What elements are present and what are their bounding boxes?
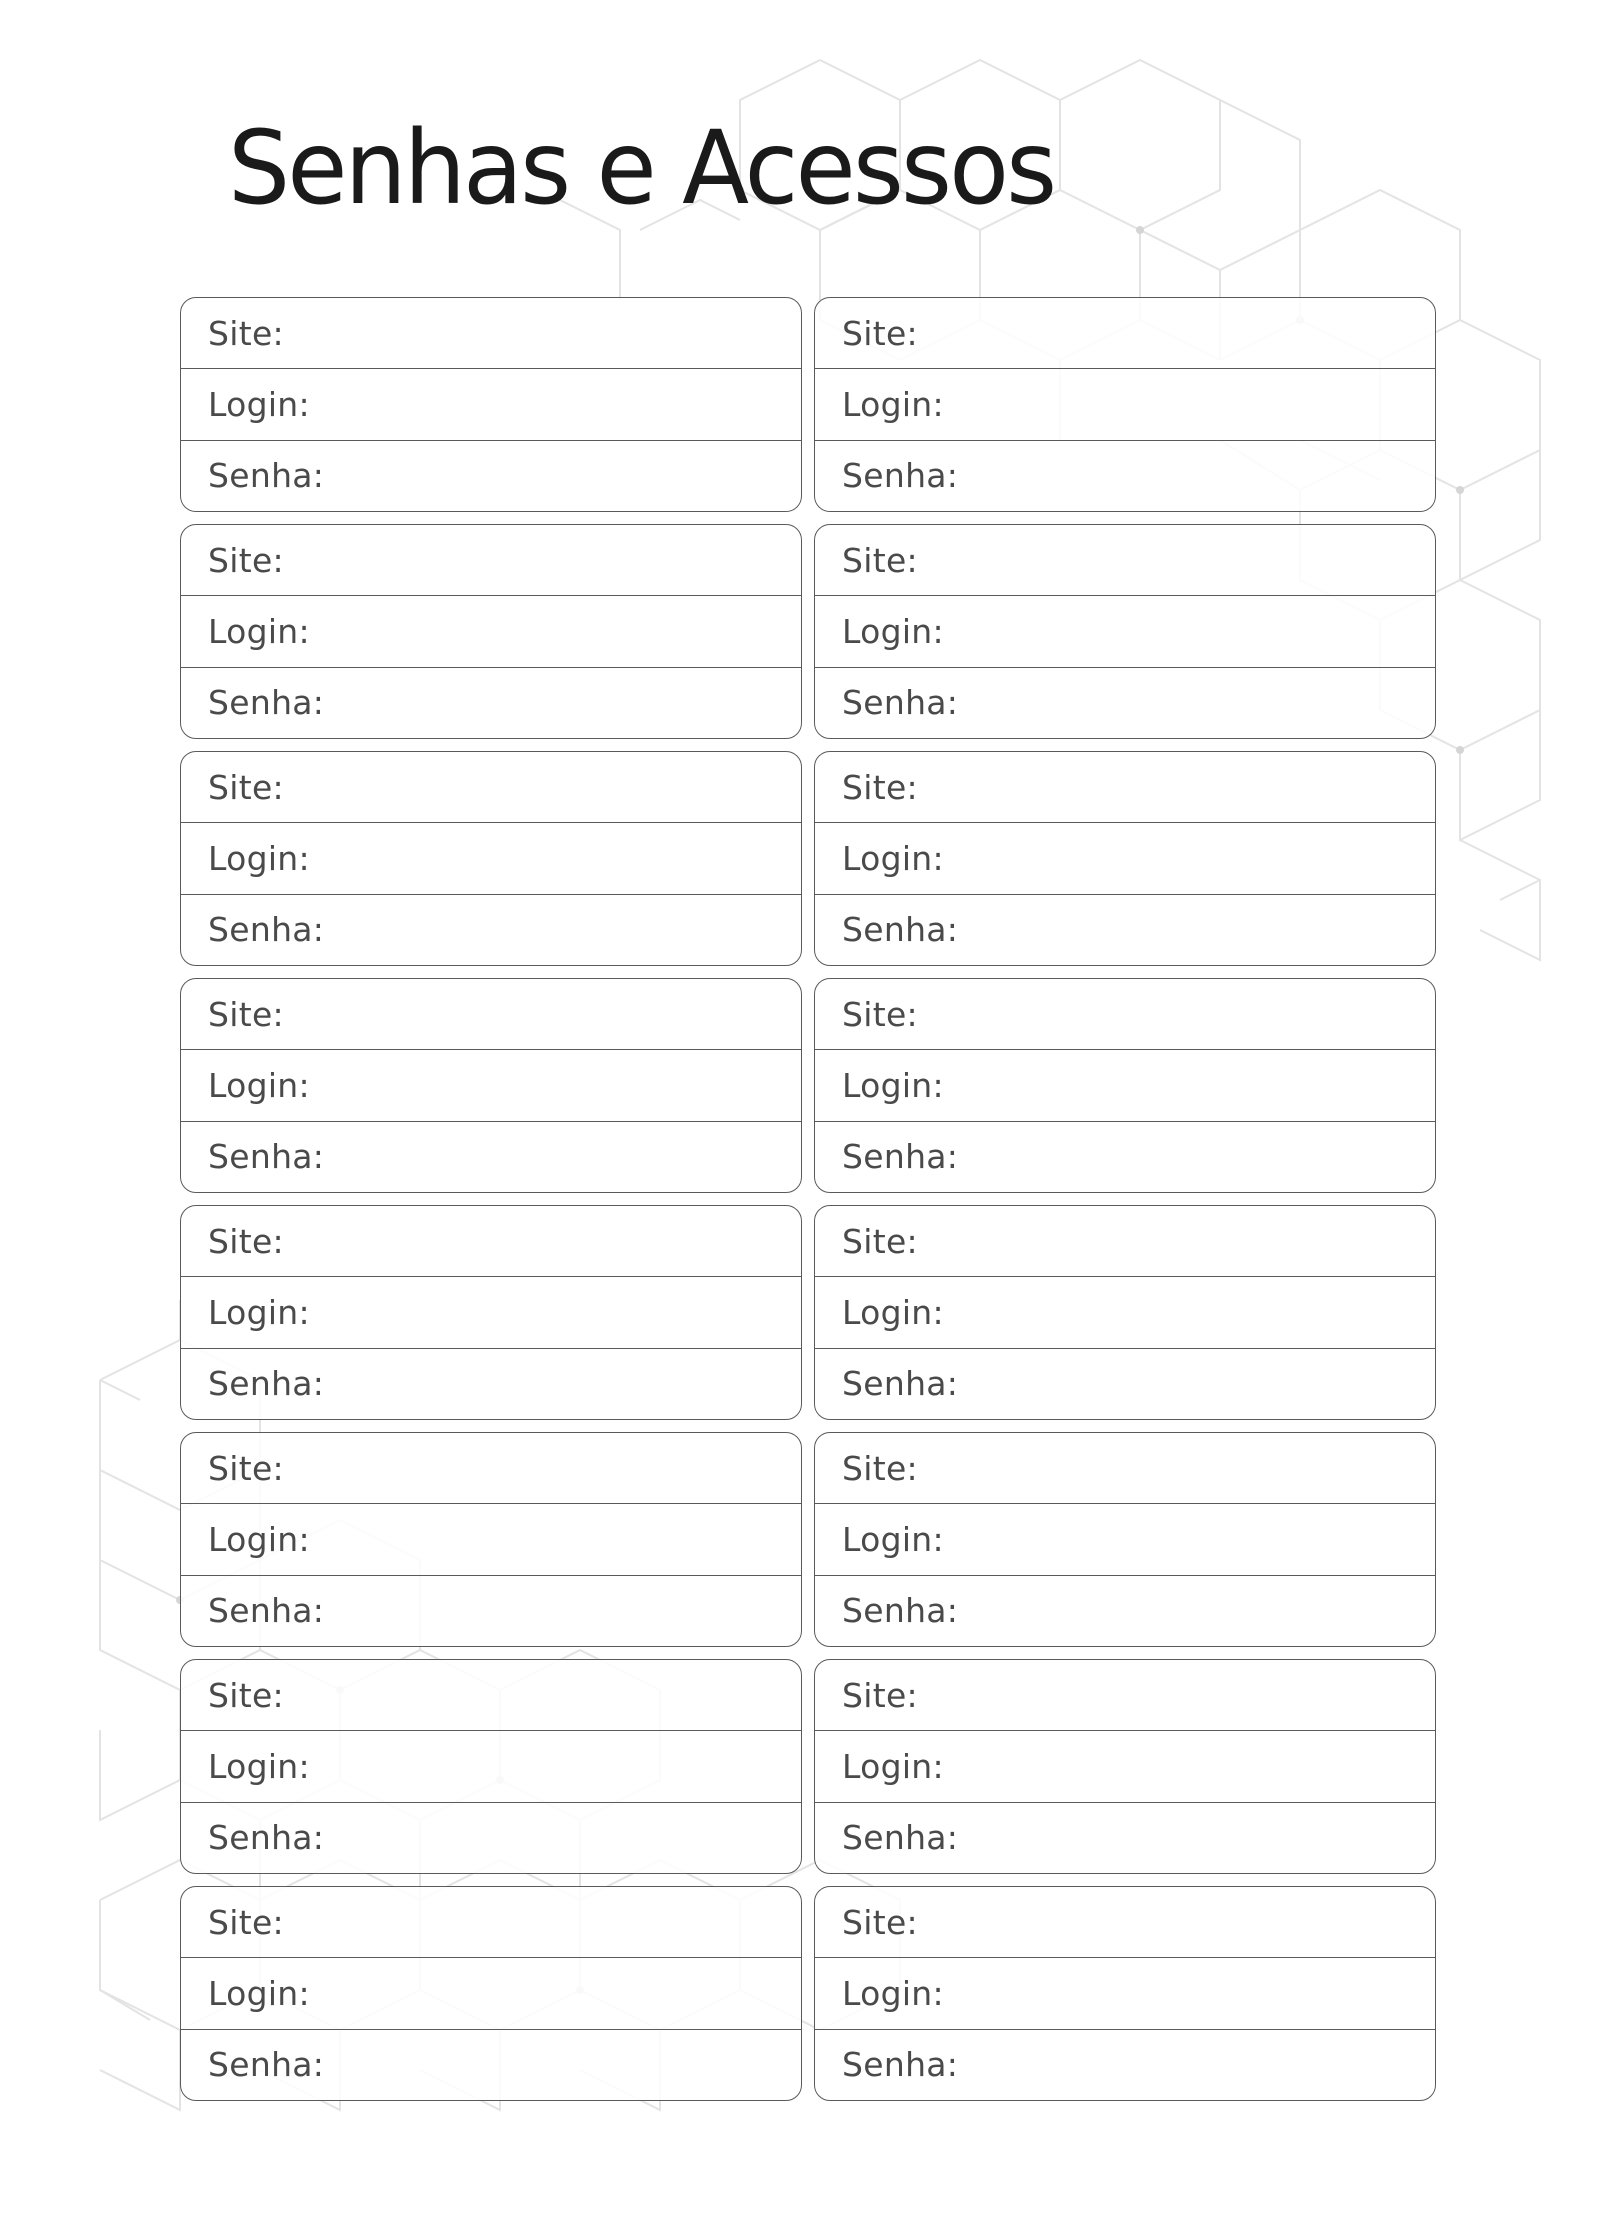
login-label: Login: — [842, 1746, 944, 1786]
site-field[interactable] — [815, 1887, 1435, 1957]
credential-card — [180, 978, 802, 1193]
senha-field[interactable] — [181, 1121, 801, 1192]
login-field[interactable] — [815, 1049, 1435, 1120]
site-label: Site: — [842, 313, 918, 353]
login-label: Login: — [208, 1973, 310, 2013]
login-label: Login: — [208, 1746, 310, 1786]
login-label: Login: — [208, 1065, 310, 1105]
login-label: Login: — [208, 838, 310, 878]
senha-field[interactable] — [815, 667, 1435, 738]
senha-label: Senha: — [208, 1137, 325, 1177]
site-label: Site: — [208, 1902, 284, 1942]
site-field[interactable] — [815, 525, 1435, 595]
senha-label: Senha: — [842, 1137, 959, 1177]
senha-field[interactable] — [815, 2029, 1435, 2100]
site-field[interactable] — [181, 1660, 801, 1730]
senha-field[interactable] — [181, 1802, 801, 1873]
credential-card — [180, 1432, 802, 1647]
senha-field[interactable] — [815, 440, 1435, 511]
page-title: Senhas e Acessos — [228, 109, 1055, 228]
credential-card — [814, 1205, 1436, 1420]
senha-label: Senha: — [208, 683, 325, 723]
senha-label: Senha: — [208, 910, 325, 950]
site-label: Site: — [842, 767, 918, 807]
site-field[interactable] — [181, 1206, 801, 1276]
login-label: Login: — [208, 1519, 310, 1559]
login-label: Login: — [842, 1519, 944, 1559]
senha-field[interactable] — [181, 1348, 801, 1419]
login-field[interactable] — [181, 1957, 801, 2028]
site-label: Site: — [208, 767, 284, 807]
site-label: Site: — [208, 1448, 284, 1488]
site-field[interactable] — [815, 1206, 1435, 1276]
senha-field[interactable] — [181, 2029, 801, 2100]
senha-label: Senha: — [208, 1818, 325, 1858]
login-field[interactable] — [181, 1730, 801, 1801]
senha-field[interactable] — [181, 667, 801, 738]
login-field[interactable] — [181, 1276, 801, 1347]
credential-card — [814, 1432, 1436, 1647]
senha-label: Senha: — [208, 2045, 325, 2085]
login-field[interactable] — [815, 1503, 1435, 1574]
senha-label: Senha: — [208, 1364, 325, 1404]
site-label: Site: — [842, 1675, 918, 1715]
credential-card — [814, 297, 1436, 512]
senha-label: Senha: — [842, 683, 959, 723]
senha-field[interactable] — [815, 1575, 1435, 1646]
senha-label: Senha: — [842, 910, 959, 950]
site-label: Site: — [842, 540, 918, 580]
senha-field[interactable] — [815, 1121, 1435, 1192]
site-field[interactable] — [815, 1433, 1435, 1503]
login-label: Login: — [842, 384, 944, 424]
senha-label: Senha: — [208, 456, 325, 496]
site-field[interactable] — [181, 525, 801, 595]
site-field[interactable] — [815, 752, 1435, 822]
site-label: Site: — [208, 1221, 284, 1261]
login-field[interactable] — [181, 1503, 801, 1574]
login-field[interactable] — [815, 1957, 1435, 2028]
credential-card — [180, 524, 802, 739]
login-label: Login: — [842, 1973, 944, 2013]
senha-field[interactable] — [181, 440, 801, 511]
site-label: Site: — [842, 994, 918, 1034]
login-label: Login: — [208, 384, 310, 424]
credential-card — [180, 1205, 802, 1420]
site-field[interactable] — [181, 1433, 801, 1503]
site-field[interactable] — [181, 979, 801, 1049]
senha-label: Senha: — [842, 1364, 959, 1404]
login-field[interactable] — [815, 1730, 1435, 1801]
site-field[interactable] — [181, 298, 801, 368]
credential-card — [814, 978, 1436, 1193]
login-field[interactable] — [181, 368, 801, 439]
site-field[interactable] — [815, 979, 1435, 1049]
senha-label: Senha: — [842, 456, 959, 496]
senha-field[interactable] — [181, 894, 801, 965]
password-card-grid — [180, 297, 1440, 2101]
senha-label: Senha: — [842, 1818, 959, 1858]
login-label: Login: — [842, 838, 944, 878]
credential-card — [180, 1886, 802, 2101]
site-field[interactable] — [815, 298, 1435, 368]
site-field[interactable] — [181, 1887, 801, 1957]
site-label: Site: — [842, 1902, 918, 1942]
senha-field[interactable] — [815, 1802, 1435, 1873]
credential-card — [180, 751, 802, 966]
login-field[interactable] — [815, 595, 1435, 666]
login-label: Login: — [842, 1292, 944, 1332]
credential-card — [814, 1886, 1436, 2101]
senha-label: Senha: — [208, 1591, 325, 1631]
senha-label: Senha: — [842, 2045, 959, 2085]
login-label: Login: — [208, 1292, 310, 1332]
login-label: Login: — [842, 1065, 944, 1105]
credential-card — [814, 524, 1436, 739]
site-label: Site: — [208, 313, 284, 353]
credential-card — [814, 1659, 1436, 1874]
site-label: Site: — [208, 994, 284, 1034]
login-field[interactable] — [815, 1276, 1435, 1347]
site-label: Site: — [208, 1675, 284, 1715]
site-field[interactable] — [181, 752, 801, 822]
senha-field[interactable] — [815, 1348, 1435, 1419]
senha-label: Senha: — [842, 1591, 959, 1631]
site-label: Site: — [842, 1221, 918, 1261]
senha-field[interactable] — [181, 1575, 801, 1646]
login-label: Login: — [842, 611, 944, 651]
login-field[interactable] — [815, 368, 1435, 439]
credential-card — [180, 1659, 802, 1874]
site-label: Site: — [842, 1448, 918, 1488]
login-label: Login: — [208, 611, 310, 651]
site-field[interactable] — [815, 1660, 1435, 1730]
login-field[interactable] — [181, 595, 801, 666]
login-field[interactable] — [181, 1049, 801, 1120]
credential-card — [180, 297, 802, 512]
login-field[interactable] — [815, 822, 1435, 893]
login-field[interactable] — [181, 822, 801, 893]
site-label: Site: — [208, 540, 284, 580]
senha-field[interactable] — [815, 894, 1435, 965]
credential-card — [814, 751, 1436, 966]
